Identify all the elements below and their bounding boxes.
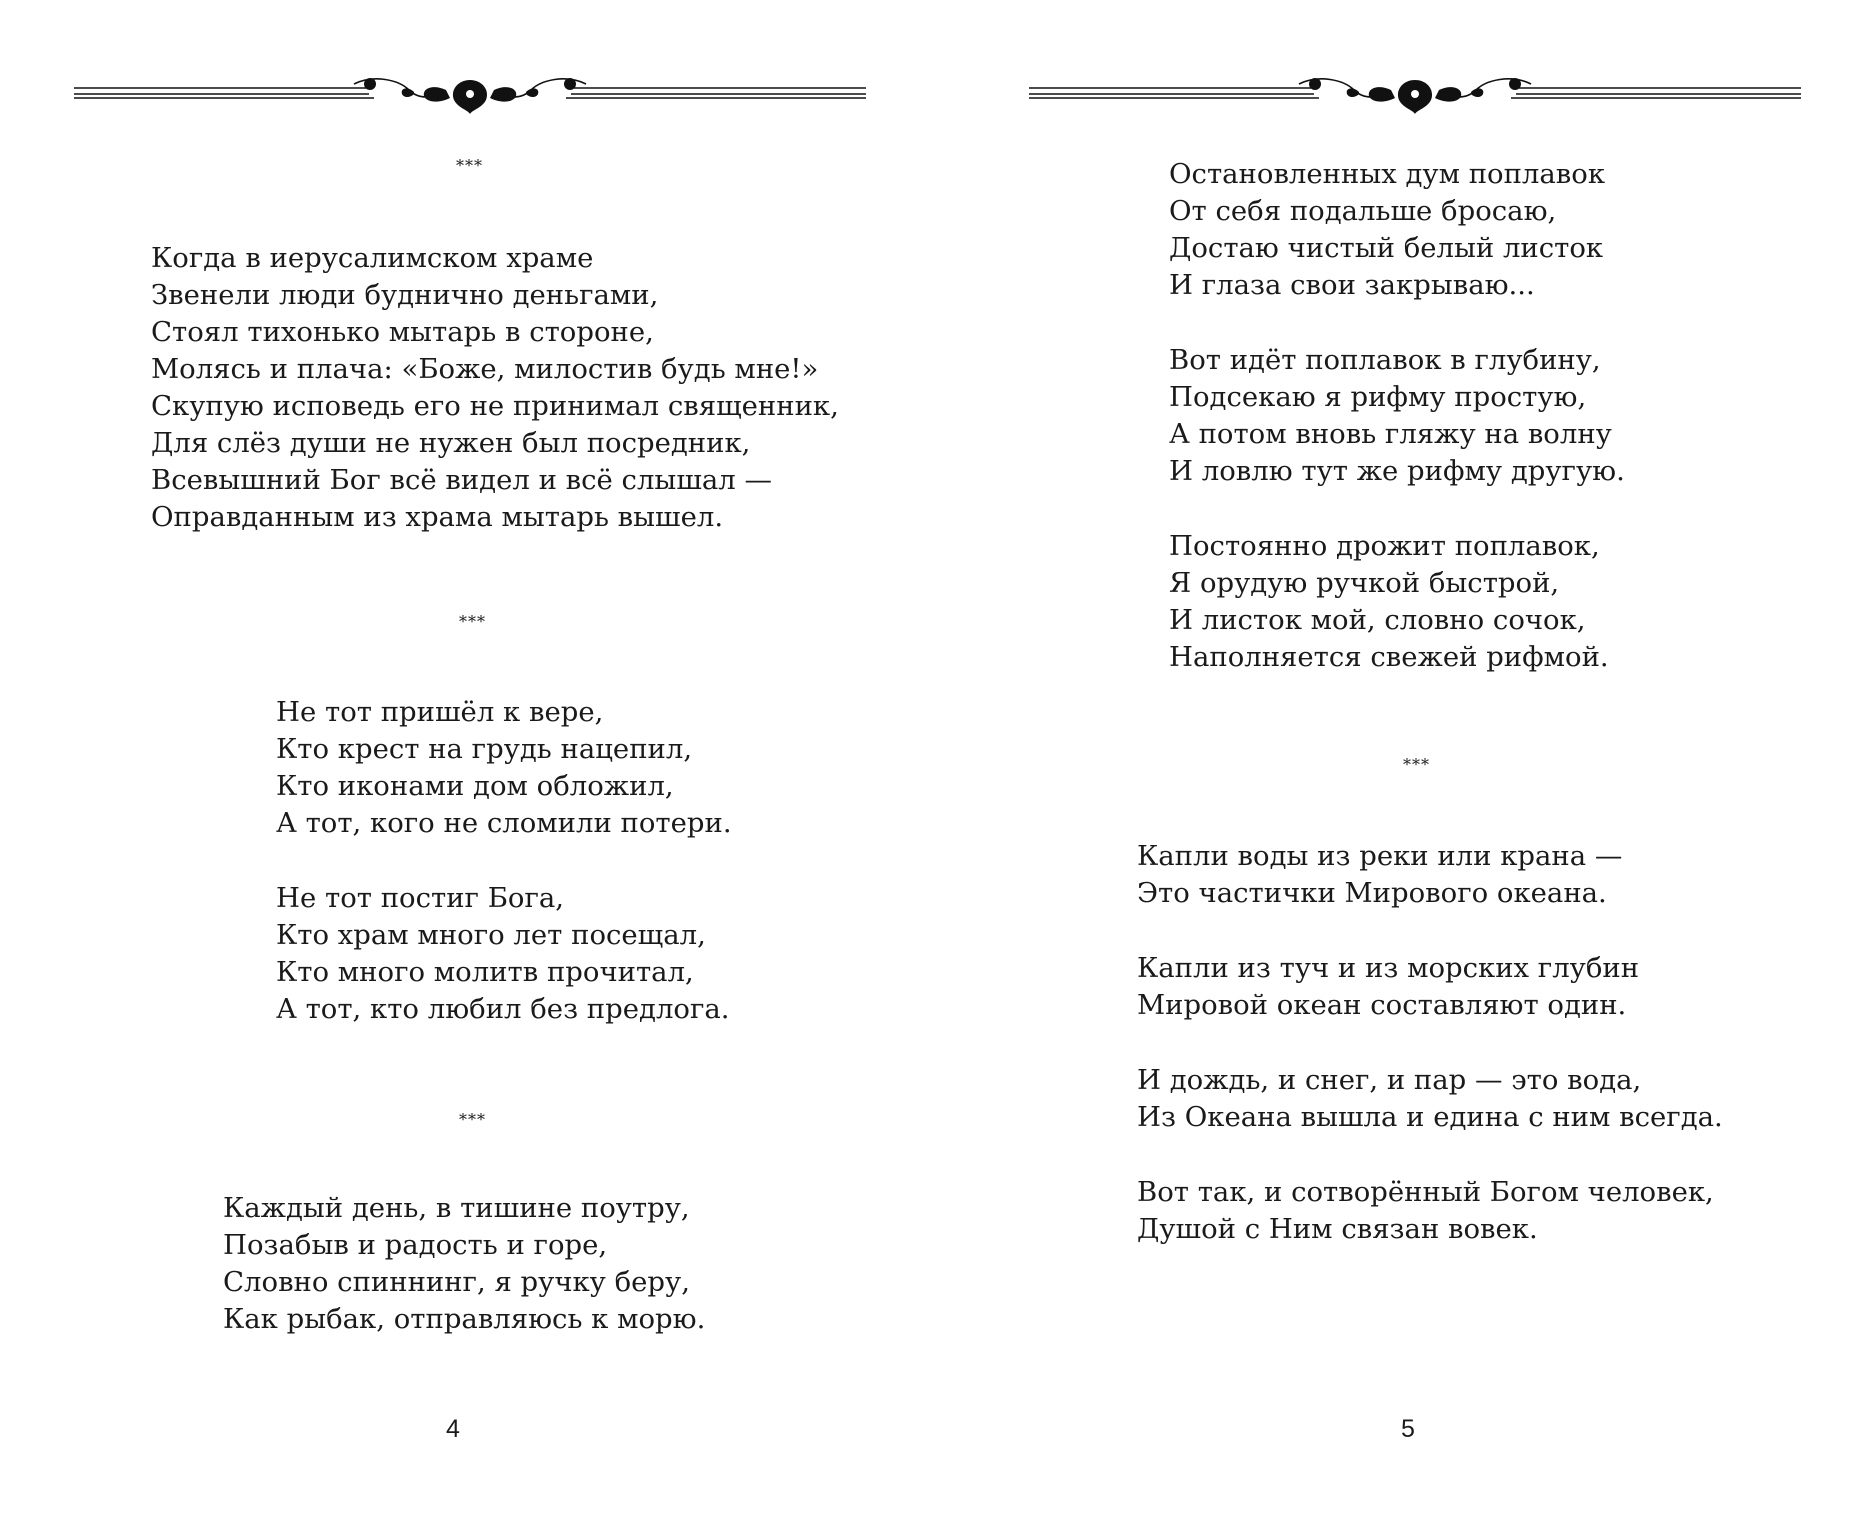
- poem-separator: ***: [459, 1110, 486, 1129]
- stanza-gap: [1137, 912, 1723, 950]
- poem-line: Стоял тихонько мытарь в стороне,: [151, 316, 654, 348]
- poem-line: Подсекаю я рифму простую,: [1169, 381, 1587, 413]
- poem-line: Кто много молитв прочитал,: [276, 956, 694, 988]
- poem-line: А потом вновь гляжу на волну: [1169, 418, 1612, 450]
- poem-line: Не тот пришёл к вере,: [276, 696, 604, 728]
- stanza-gap: [1137, 1024, 1723, 1062]
- poem-separator: ***: [1403, 755, 1430, 774]
- poem-line: Как рыбак, отправляюсь к морю.: [223, 1303, 706, 1335]
- poem-line: И ловлю тут же рифму другую.: [1169, 455, 1625, 487]
- poem-publican: [151, 240, 839, 536]
- poem-line: Каждый день, в тишине поутру,: [223, 1192, 690, 1224]
- poem-line: Для слёз души не нужен был посредник,: [151, 427, 751, 459]
- poem-line: И листок мой, словно сочок,: [1169, 604, 1586, 636]
- left-page: [0, 0, 932, 1529]
- poem-line: Словно спиннинг, я ручку беру,: [223, 1266, 690, 1298]
- page-number: 5: [1401, 1415, 1415, 1443]
- poem-line: Наполняется свежей рифмой.: [1169, 641, 1609, 673]
- poem-line: Из Океана вышла и едина с ним всегда.: [1137, 1101, 1723, 1133]
- poem-line: Звенели люди буднично деньгами,: [151, 279, 659, 311]
- header-ornament-icon: [1029, 70, 1801, 120]
- poem-line: Скупую исповедь его не принимал священник,: [151, 390, 839, 422]
- poem-line: Капли воды из реки или крана —: [1137, 840, 1623, 872]
- right-page: [932, 0, 1865, 1529]
- poem-line: Вот идёт поплавок в глубину,: [1169, 344, 1601, 376]
- poem-line: Постоянно дрожит поплавок,: [1169, 530, 1600, 562]
- poem-line: И дождь, и снег, и пар — это вода,: [1137, 1064, 1642, 1096]
- poem-line: От себя подальше бросаю,: [1169, 195, 1557, 227]
- poem-line: Это частички Мирового океана.: [1137, 877, 1607, 909]
- poem-line: Молясь и плача: «Боже, милостив будь мне!»: [151, 353, 819, 385]
- poem-line: Кто крест на грудь нацепил,: [276, 733, 693, 765]
- stanza-gap: [1169, 304, 1625, 342]
- stanza-gap: [276, 842, 732, 880]
- poem-line: Я орудую ручкой быстрой,: [1169, 567, 1560, 599]
- poem-faith: [276, 694, 732, 1028]
- poem-fisherman-start: [223, 1190, 705, 1338]
- poem-line: А тот, кто любил без предлога.: [276, 993, 730, 1025]
- poem-line: Вот так, и сотворённый Богом человек,: [1137, 1176, 1714, 1208]
- poem-fisherman-continued: [1169, 156, 1625, 676]
- poem-separator: ***: [459, 612, 486, 631]
- poem-line: И глаза свои закрываю...: [1169, 269, 1535, 301]
- stanza-gap: [1169, 490, 1625, 528]
- poem-separator: ***: [456, 156, 483, 175]
- poem-line: Оправданным из храма мытарь вышел.: [151, 501, 724, 533]
- poem-line: Мировой океан составляют один.: [1137, 989, 1627, 1021]
- stanza-gap: [1137, 1136, 1723, 1174]
- poem-line: Не тот постиг Бога,: [276, 882, 565, 914]
- poem-line: Душой с Ним связан вовек.: [1137, 1213, 1538, 1245]
- poem-line: А тот, кого не сломили потери.: [276, 807, 732, 839]
- poem-line: Капли из туч и из морских глубин: [1137, 952, 1640, 984]
- poem-line: Кто храм много лет посещал,: [276, 919, 706, 951]
- poem-line: Всевышний Бог всё видел и всё слышал —: [151, 464, 772, 496]
- poem-line: Достаю чистый белый листок: [1169, 232, 1604, 264]
- poem-world-ocean: [1137, 838, 1723, 1248]
- poem-line: Позабыв и радость и горе,: [223, 1229, 608, 1261]
- page-number: 4: [446, 1415, 460, 1443]
- poem-line: Кто иконами дом обложил,: [276, 770, 674, 802]
- header-ornament-icon: [74, 70, 866, 120]
- poem-line: Остановленных дум поплавок: [1169, 158, 1606, 190]
- poem-line: Когда в иерусалимском храме: [151, 242, 594, 274]
